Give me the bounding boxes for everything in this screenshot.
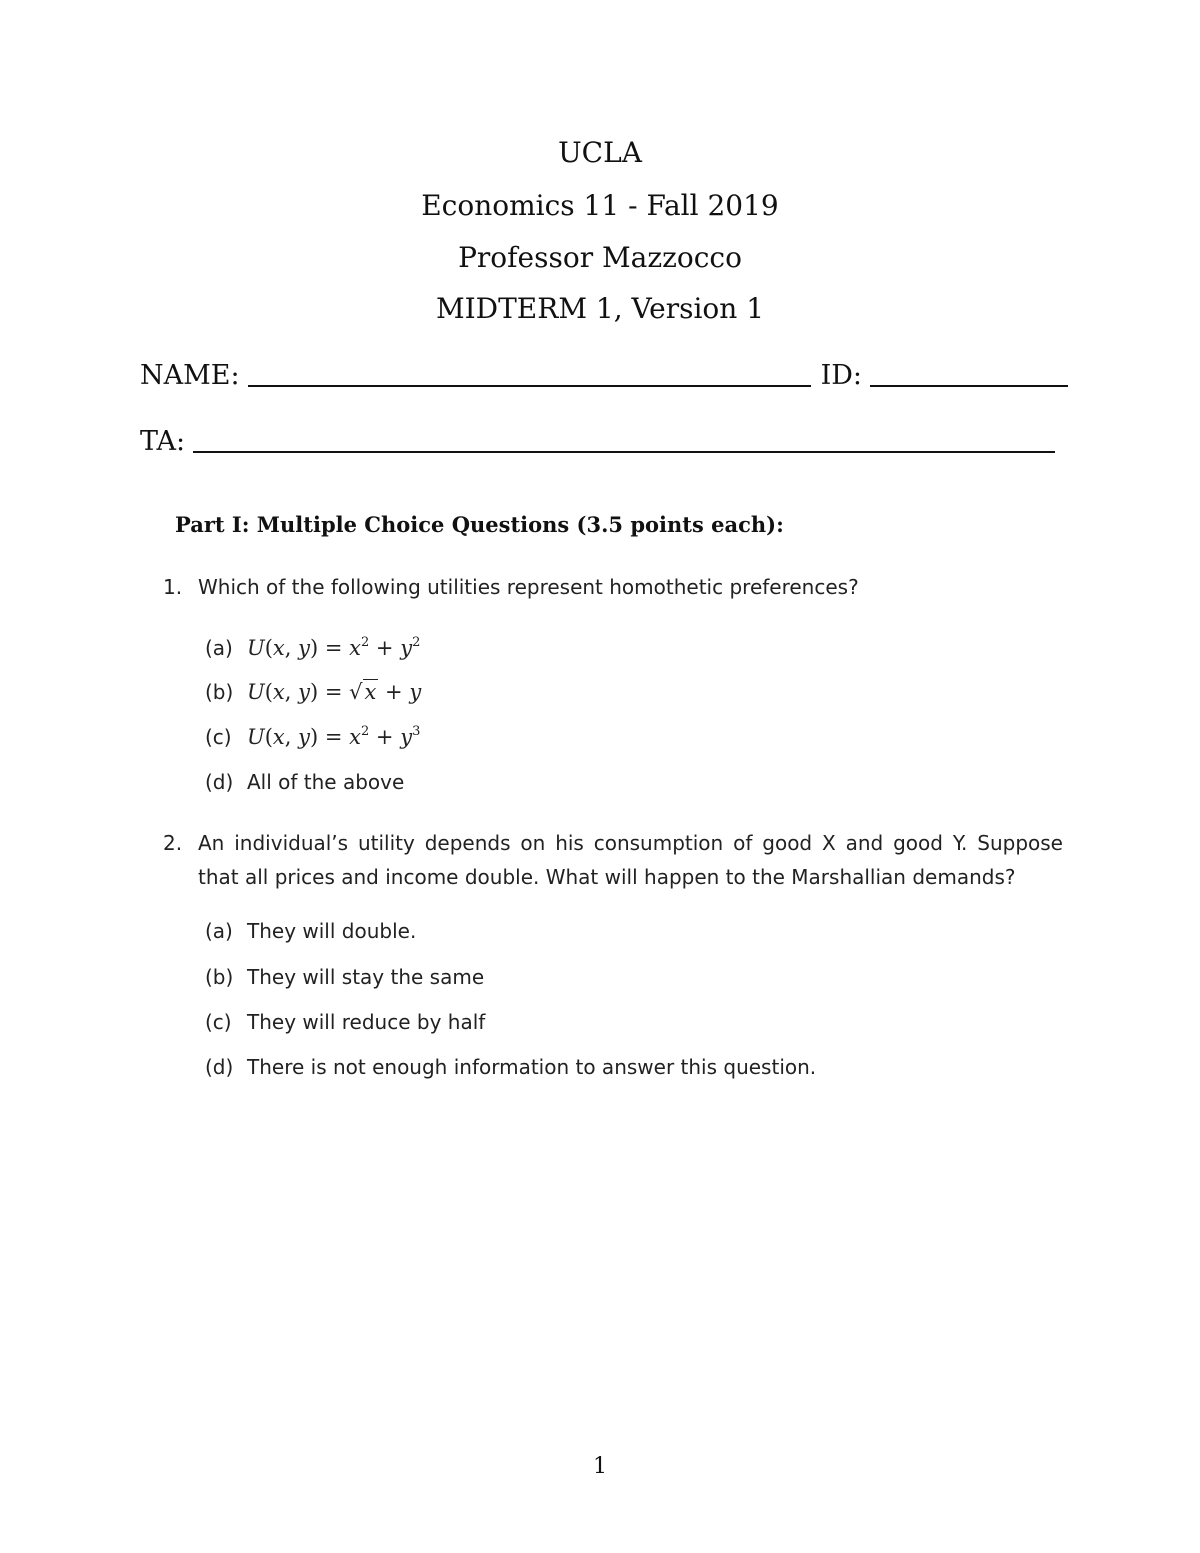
option-label: (a): [205, 636, 233, 660]
q1-option-a: [205, 633, 420, 663]
q2-option-a: [205, 916, 416, 946]
option-label: (b): [205, 680, 234, 704]
course-title: Economics 11 - Fall 2019: [421, 189, 779, 222]
name-id-row: [140, 360, 1068, 392]
option-label: (d): [205, 1055, 234, 1079]
option-label: (d): [205, 770, 234, 794]
part-heading: Part I: Multiple Choice Questions (3.5 points each):: [175, 512, 784, 537]
q2-option-b: [205, 962, 484, 992]
page-number: 1: [593, 1454, 607, 1479]
name-label: NAME:: [140, 360, 240, 391]
question-2: [163, 826, 1063, 894]
option-formula: U(x, $y) = x^2 + y^2$: [247, 635, 421, 660]
institution-title: UCLA: [558, 136, 642, 169]
q1-option-b: [205, 677, 421, 707]
q1-option-d: [205, 767, 404, 797]
professor-name: Professor Mazzocco: [458, 241, 742, 274]
option-formula: U(x, y) = √x + y: [247, 680, 422, 704]
option-text: They will stay the same: [247, 965, 485, 989]
option-label: (a): [205, 919, 233, 943]
option-label: (b): [205, 965, 234, 989]
option-text: There is not enough information to answer this question.: [247, 1055, 817, 1079]
question-number: 2.: [163, 831, 183, 855]
option-formula: U(x, $y) = x^2 + y^3$: [247, 724, 421, 749]
q1-option-c: [205, 722, 420, 752]
question-text: Which of the following utilities represent homothetic preferences?: [198, 575, 859, 599]
exam-title: MIDTERM 1, Version 1: [435, 292, 765, 325]
question-number: 1.: [163, 575, 183, 599]
ta-row: [140, 426, 1055, 458]
ta-field[interactable]: [193, 451, 1055, 453]
option-label: (c): [205, 1010, 232, 1034]
question-text: An individual’s utility depends on his consumption of good X and good Y. Suppose that all prices and income double. What will happen to the Marshallian demands?: [198, 831, 1063, 889]
q2-option-d: [205, 1052, 816, 1082]
id-field[interactable]: [870, 385, 1068, 387]
option-label: (c): [205, 725, 232, 749]
ta-label: TA:: [140, 426, 186, 457]
option-text: All of the above: [247, 770, 405, 794]
id-label: ID:: [820, 360, 862, 391]
name-field[interactable]: [248, 385, 811, 387]
question-1: [163, 570, 1063, 604]
option-text: They will reduce by half: [247, 1010, 486, 1034]
option-text: They will double.: [247, 919, 417, 943]
q2-option-c: [205, 1007, 485, 1037]
